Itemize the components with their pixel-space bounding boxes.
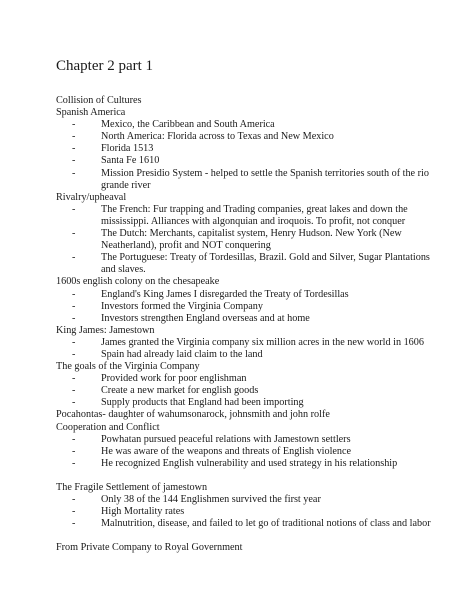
blank-line [56,530,434,542]
bullet-text: England's King James I disregarded the Treaty of Tordesillas [101,288,349,300]
bullet-item [56,131,434,143]
bullet-dash: - [72,288,76,300]
bullet-dash: - [72,119,76,131]
bullet-item [56,337,434,349]
bullet-dash: - [72,348,76,360]
bullet-text: The Portuguese: Treaty of Tordesillas, Brazil. Gold and Silver, Sugar Plantations and slaves. [101,252,430,276]
text-line: The goals of the Virginia Company [56,361,200,373]
bullet-item [56,518,434,530]
bullet-item [56,143,434,155]
bullet-dash: - [72,143,76,155]
bullet-item [56,252,434,276]
bullet-dash: - [72,203,76,215]
bullet-dash: - [72,131,76,143]
bullet-text: Provided work for poor englishman [101,373,247,385]
text-line: The Fragile Settlement of jamestown [56,481,208,493]
bullet-text: Malnutrition, disease, and failed to let go of traditional notions of class and labor [101,518,431,530]
bullet-dash: - [72,494,76,505]
bullet-dash: - [72,457,76,469]
text-line: Pocahontas- daughter of wahumsonarock, johnsmith and john rolfe [56,409,330,421]
bullet-text: Powhatan pursued peaceful relations with Jamestown settlers [101,433,351,445]
bullet-item [56,506,434,518]
bullet-item [56,494,434,506]
bullet-item [56,119,434,131]
bullet-dash: - [72,155,76,167]
bullet-dash: - [72,385,76,397]
text-line: Cooperation and Conflict [56,421,160,433]
bullet-dash: - [72,312,76,324]
bullet-text: Spain had already laid claim to the land [101,348,263,360]
bullet-item [56,385,434,397]
bullet-item [56,155,434,167]
blank-line [56,470,434,482]
bullet-item [56,373,434,385]
bullet-dash: - [72,506,76,518]
text-line: King James: Jamestown [56,324,155,336]
text-line: Rivalry/upheaval [56,191,127,203]
bullet-text: Florida 1513 [101,143,154,155]
bullet-text: Santa Fe 1610 [101,155,160,167]
page-title: Chapter 2 part 1 [56,58,154,74]
bullet-text: North America: Florida across to Texas and New Mexico [101,131,334,143]
bullet-item [56,168,434,192]
bullet-text: Investors strengthen England overseas and at home [101,312,310,324]
bullet-text: Only 38 of the 144 Englishmen survived the first year [101,494,321,505]
bullet-item [56,313,434,325]
text-line: From Private Company to Royal Government [56,542,243,554]
bullet-text: He recognized English vulnerability and used strategy in his relationship [101,457,398,469]
bullet-dash: - [72,300,76,312]
bullet-dash: - [72,433,76,445]
bullet-dash: - [72,336,76,348]
bullet-item [56,397,434,409]
document-body [56,95,434,554]
bullet-item [56,434,434,446]
bullet-text: The Dutch: Merchants, capitalist system, Henry Hudson. New York (New Neatherland), profit and NOT conquering [101,228,402,252]
bullet-text: He was aware of the weapons and threats of English violence [101,445,352,457]
bullet-text: Supply products that England had been importing [101,397,304,409]
text-line: Spanish America [56,107,126,119]
bullet-dash: - [72,228,76,240]
bullet-dash: - [72,167,76,179]
text-line: Collision of Cultures [56,95,142,106]
bullet-text: The French: Fur trapping and Trading companies, great lakes and down the mississippi. Alliances with algonquian and iroquois. To profit, not conquer [101,203,408,227]
bullet-dash: - [72,518,76,530]
bullet-item [56,301,434,313]
bullet-dash: - [72,397,76,409]
bullet-text: Mission Presidio System - helped to settle the Spanish territories south of the rio grande river [101,167,429,191]
bullet-item [56,289,434,301]
bullet-item [56,349,434,361]
bullet-dash: - [72,373,76,385]
bullet-dash: - [72,252,76,264]
bullet-text: James granted the Virginia company six million acres in the new world in 1606 [101,336,424,348]
bullet-text: Investors formed the Virginia Company [101,300,263,312]
bullet-item [56,228,434,252]
bullet-dash: - [72,445,76,457]
text-line: 1600s english colony on the chesapeake [56,276,220,288]
bullet-item [56,446,434,458]
bullet-text: Mexico, the Caribbean and South America [101,119,275,131]
bullet-text: High Mortality rates [101,506,185,518]
bullet-text: Create a new market for english goods [101,385,259,397]
bullet-item [56,204,434,228]
bullet-item [56,458,434,470]
